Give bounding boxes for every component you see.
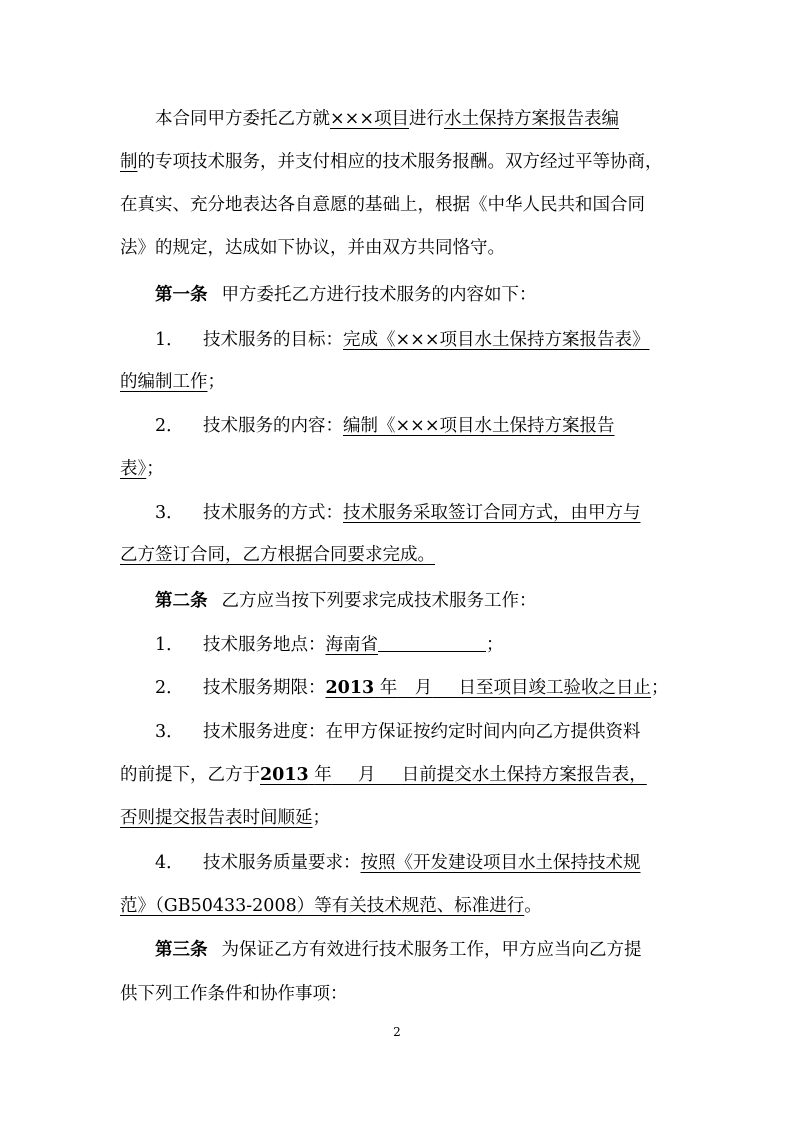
- item-number: 2．: [155, 416, 184, 436]
- item-label: 技术服务的方式：: [203, 503, 343, 523]
- item-number: 2．: [155, 678, 184, 698]
- item-value: 按照《开发建设项目水土保持技术规: [360, 853, 641, 873]
- article-3-heading: [155, 935, 685, 965]
- item-value: 编制《×××项目水土保持方案报告: [343, 416, 615, 436]
- article-1-text: 甲方委托乙方进行技术服务的内容如下：: [221, 285, 537, 305]
- item-number: 4．: [155, 853, 184, 873]
- item-value: 乙方签订合同，乙方根据合同要求完成。: [120, 545, 435, 565]
- year-unit: 年: [314, 765, 332, 785]
- item-label: 技术服务进度：: [203, 722, 326, 742]
- item-value: 完成《×××项目水土保持方案报告表》: [343, 330, 650, 350]
- item-number: 3．: [155, 722, 184, 742]
- article-3-title: 第三条: [155, 940, 208, 960]
- intro-text: 进行: [409, 109, 444, 129]
- article-2-text: 乙方应当按下列要求完成技术服务工作：: [221, 591, 537, 611]
- article-1-item-3: [155, 498, 685, 528]
- article-2-item-3: [155, 717, 685, 747]
- item-number: 1．: [155, 635, 184, 655]
- punctuation: ；: [146, 459, 164, 479]
- punctuation: ；: [651, 678, 669, 698]
- article-2-title: 第二条: [155, 591, 208, 611]
- article-1-item-3-cont: [120, 540, 685, 570]
- article-2-item-4: [155, 848, 685, 878]
- intro-text: 本合同甲方委托乙方就: [155, 109, 330, 129]
- item-value: 海南省: [325, 635, 378, 655]
- period-end: 日至项目竣工验收之日止: [458, 678, 652, 698]
- item-text: 在甲方保证按约定时间内向乙方提供资料: [325, 722, 641, 742]
- article-1-item-2-cont: [120, 454, 685, 484]
- item-label: 技术服务地点：: [203, 635, 326, 655]
- article-1-heading: [155, 280, 685, 310]
- service-name: 水土保持方案报告表编: [444, 109, 619, 129]
- intro-line-1: [155, 104, 685, 134]
- article-2-item-3-cont-2: [120, 803, 685, 833]
- year-value: 2013: [325, 678, 375, 698]
- month-unit: 月: [414, 678, 433, 698]
- article-2-heading: [155, 586, 685, 616]
- item-label: 技术服务的目标：: [203, 330, 343, 350]
- intro-line-4: 法》的规定，达成如下协议，并由双方共同恪守。: [120, 238, 505, 258]
- item-value: 表》: [120, 459, 147, 479]
- item-label: 技术服务的内容：: [203, 416, 343, 436]
- punctuation: ；: [312, 808, 330, 828]
- page-number: 2: [393, 1025, 401, 1039]
- article-1-item-1: [155, 325, 685, 355]
- fill-in-blank: [378, 631, 486, 652]
- punctuation: ；: [486, 635, 504, 655]
- item-value: 范》（GB50433-2008）等有关技术规范、标准进行: [120, 896, 525, 916]
- article-1-item-1-cont: [120, 367, 685, 397]
- month-unit: 月: [358, 765, 376, 785]
- project-name: ×××项目: [330, 109, 409, 129]
- item-text: 的前提下，乙方于: [120, 765, 260, 785]
- year-unit: 年: [379, 678, 398, 698]
- item-value: 技术服务采取签订合同方式，由甲方与: [343, 503, 641, 523]
- article-3-text: 为保证乙方有效进行技术服务工作，甲方应当向乙方提: [221, 940, 642, 960]
- item-value: 的编制工作: [120, 372, 208, 392]
- deadline: [260, 765, 647, 785]
- item-text: 否则提交报告表时间顺延: [120, 808, 313, 828]
- article-2-item-4-cont: [120, 891, 685, 921]
- service-name-cont: 制: [120, 152, 138, 172]
- intro-line-3: 在真实、充分地表达各自意愿的基础上，根据《中华人民共和国合同: [120, 195, 645, 215]
- item-label: 技术服务质量要求：: [203, 853, 361, 873]
- article-2-item-1: [155, 630, 685, 660]
- item-number: 3．: [155, 503, 184, 523]
- punctuation: ；: [207, 372, 225, 392]
- item-number: 1．: [155, 330, 184, 350]
- punctuation: 。: [524, 896, 542, 916]
- article-3-cont: 供下列工作条件和协作事项：: [120, 984, 348, 1004]
- article-2-item-3-cont: [120, 760, 685, 790]
- article-1-item-2: [155, 411, 685, 441]
- article-1-title: 第一条: [155, 285, 208, 305]
- deadline-text: 日前提交水土保持方案报告表，: [401, 765, 647, 785]
- intro-line-2: [120, 147, 685, 177]
- service-period: [326, 678, 652, 698]
- item-label: 技术服务期限：: [203, 678, 326, 698]
- article-2-item-2: [155, 673, 685, 703]
- intro-text: 的专项技术服务，并支付相应的技术服务报酬。双方经过平等协商，: [137, 152, 663, 172]
- year-value: 2013: [260, 765, 309, 785]
